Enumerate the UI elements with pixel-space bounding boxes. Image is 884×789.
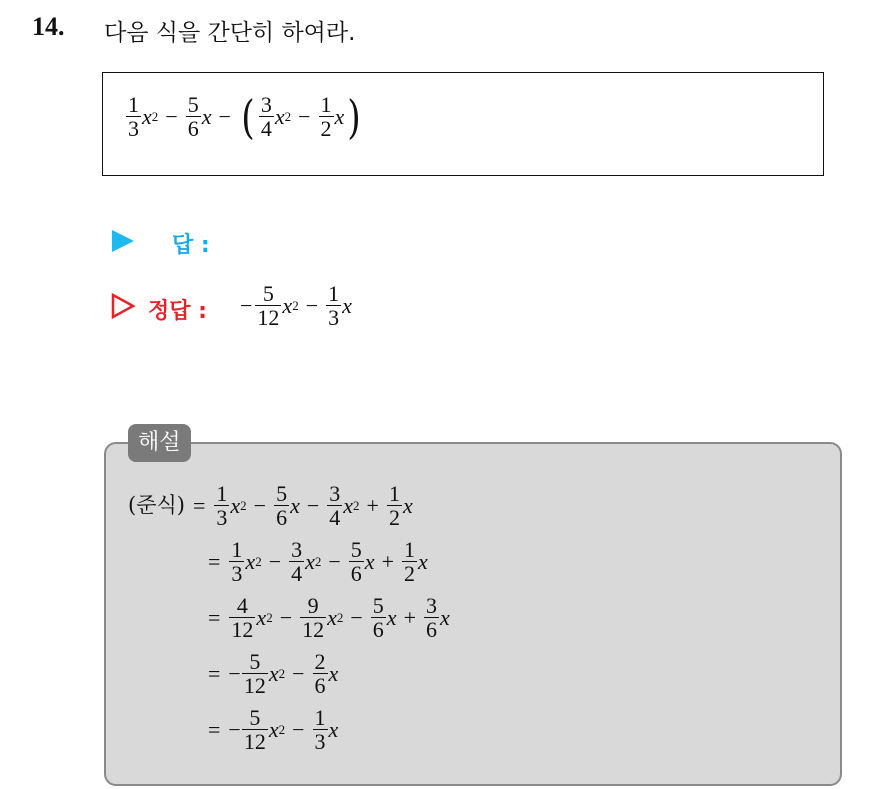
fraction: $\frac{4}{12}$ (231, 593, 254, 643)
fraction: $\frac{1}{2}$ (388, 481, 400, 531)
fraction: $\frac{2}{6}$ (314, 649, 326, 699)
fraction: $\frac{9}{12}$ (302, 593, 325, 643)
fraction: $\frac{5}{12}$ (243, 649, 266, 699)
correct-answer-label: 정답 : (148, 299, 207, 324)
solution-tab: 해설 (128, 424, 191, 462)
fraction: $\frac{3}{6}$ (425, 593, 437, 643)
fraction: $\frac{3}{4}$ (260, 92, 272, 142)
outline-triangle-icon (110, 293, 136, 319)
fraction: $\frac{1}{3}$ (231, 537, 243, 587)
question-number: 14. (32, 12, 65, 41)
fraction: $\frac{5}{12}$ (257, 281, 280, 331)
fraction: $\frac{3}{4}$ (291, 537, 303, 587)
correct-answer-expression: − $\frac{5}{12}$ x 2 − $\frac{1}{3}$ x (240, 281, 352, 331)
solution-box (104, 442, 842, 786)
fraction: $\frac{1}{3}$ (314, 705, 326, 755)
solution-line-2: = $\frac{1}{3}$ x 2 − $\frac{3}{4}$ x 2 − $\frac{5}{6}$ x + $\frac{1}{2}$ x (208, 537, 428, 587)
fraction: $\frac{5}{6}$ (187, 92, 199, 142)
fraction: $\frac{1}{3}$ (328, 281, 340, 331)
fraction: $\frac{1}{2}$ (403, 537, 415, 587)
fraction: $\frac{1}{2}$ (320, 92, 332, 142)
play-arrow-icon (112, 230, 134, 252)
answer-label: 답 : (172, 233, 210, 258)
fraction: $\frac{1}{3}$ (216, 481, 228, 531)
solution-line-4: = − $\frac{5}{12}$ x 2 − $\frac{2}{6}$ x (208, 649, 339, 699)
left-paren: ( (241, 89, 255, 144)
problem-box (102, 72, 824, 176)
problem-expression: $\frac{1}{3}$ x 2 − $\frac{5}{6}$ x − ( $\frac{3}{4}$ x 2 − $\frac{1}{2}$ x ) (128, 89, 361, 144)
solution-lhs: (준식) (128, 493, 185, 518)
fraction: $\frac{5}{6}$ (350, 537, 362, 587)
fraction: $\frac{1}{3}$ (128, 92, 139, 142)
fraction: $\frac{3}{4}$ (329, 481, 341, 531)
solution-line-1: (준식) = $\frac{1}{3}$ x 2 − $\frac{5}{6}$ x − $\frac{3}{4}$ x 2 + $\frac{1}{2}$ x (128, 481, 413, 531)
fraction: $\frac{5}{12}$ (243, 705, 266, 755)
question-text: 다음 식을 간단히 하여라. (104, 20, 356, 46)
solution-line-3: = $\frac{4}{12}$ x 2 − $\frac{9}{12}$ x 2 − $\frac{5}{6}$ x + $\frac{3}{6}$ x (208, 593, 450, 643)
fraction: $\frac{5}{6}$ (372, 593, 384, 643)
solution-line-5: = − $\frac{5}{12}$ x 2 − $\frac{1}{3}$ x (208, 705, 339, 755)
right-paren: ) (347, 89, 361, 144)
fraction: $\frac{5}{6}$ (276, 481, 288, 531)
